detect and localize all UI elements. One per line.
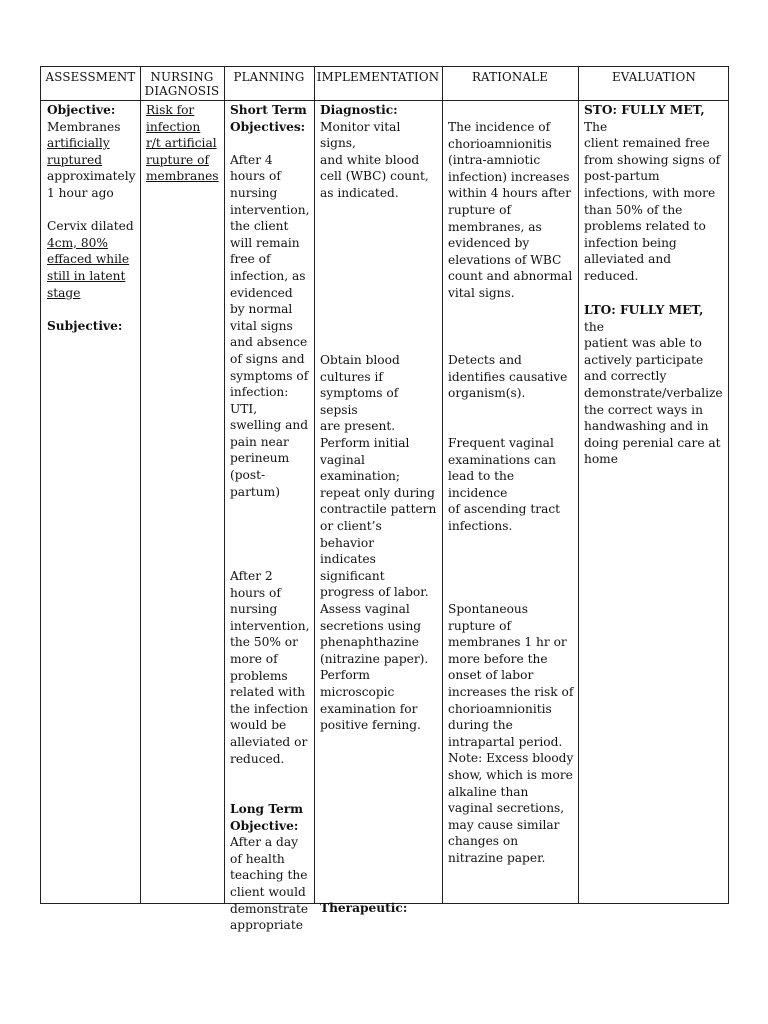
- text-line: membranes, as: [448, 219, 542, 234]
- text-line: infection) increases: [448, 169, 570, 184]
- therapeutic-label: Therapeutic:: [320, 901, 408, 915]
- text-line: nursing: [230, 602, 278, 617]
- rationale-item: [448, 119, 575, 302]
- text-line: will remain: [230, 235, 300, 250]
- text-line: the infection: [230, 701, 309, 716]
- sto-text: [230, 152, 311, 500]
- text-line: chorioamnionitis: [448, 701, 552, 716]
- header-rationale: RATIONALE: [471, 70, 549, 84]
- text-line: handwashing and in: [584, 419, 709, 434]
- assessment-line: Cervix dilated: [47, 219, 134, 234]
- evaluation-lto-first-line: [584, 302, 727, 335]
- text-line: microscopic: [320, 684, 395, 699]
- text-line: hours of: [230, 169, 281, 184]
- rationale-cell: [442, 100, 578, 903]
- assessment-line: artificially: [47, 136, 110, 151]
- implementation-item: [320, 601, 439, 734]
- text-line: and white blood: [320, 152, 420, 167]
- text-line: alleviated and: [584, 252, 672, 267]
- text-line: contractile pattern: [320, 502, 437, 517]
- diagnosis-line: Risk for: [146, 103, 195, 117]
- text-line: The incidence of: [448, 120, 551, 134]
- text-line: during the: [448, 718, 513, 733]
- text-line: progress of labor.: [320, 585, 429, 600]
- text-line: nitrazine paper.: [448, 850, 546, 865]
- text-line: indicates: [320, 552, 376, 567]
- text-line: the client: [230, 219, 289, 234]
- text-line: UTI,: [230, 401, 258, 416]
- text-line: Obtain blood: [320, 353, 400, 367]
- rationale-item: [448, 352, 575, 402]
- text-line: intervention,: [230, 202, 310, 217]
- planning-cell: [224, 100, 314, 933]
- evaluation-lto-text: [584, 335, 727, 468]
- text-line: (post-: [230, 468, 266, 483]
- text-line: Perform initial: [320, 436, 410, 450]
- text-line: evidenced: [230, 285, 293, 300]
- text-line: the 50% or: [230, 635, 298, 650]
- text-line: chorioamnionitis: [448, 136, 552, 151]
- text-line: vital signs: [230, 318, 293, 333]
- text-line: of signs and: [230, 351, 305, 366]
- text-line: rupture of: [448, 202, 511, 217]
- text-line: Spontaneous: [448, 602, 529, 616]
- spacer: [47, 202, 136, 219]
- diagnosis-line: membranes: [146, 169, 219, 184]
- rationale-item-2: [448, 352, 575, 402]
- text-line: lead to the incidence: [448, 469, 515, 500]
- text-line: or client’s behavior: [320, 518, 382, 550]
- planning-heading: Objectives:: [230, 119, 306, 134]
- evaluation-lto: [584, 302, 727, 468]
- text-line: pain near: [230, 434, 289, 449]
- header-planning: PLANNING: [233, 70, 305, 84]
- rationale-item: [448, 601, 575, 867]
- text-line: positive ferning.: [320, 718, 421, 733]
- text-line: perineum: [230, 451, 290, 466]
- rationale-item-1: [448, 119, 575, 302]
- assessment-cell: [41, 100, 140, 903]
- text-line: examinations can: [448, 452, 556, 467]
- subjective-label: Subjective:: [47, 318, 123, 333]
- diagnosis-line: infection: [146, 119, 201, 134]
- text-line: examination for: [320, 701, 418, 716]
- text-line: Perform: [320, 668, 370, 683]
- diagnostic-label: Diagnostic:: [320, 103, 398, 117]
- text-line: examination;: [320, 469, 401, 484]
- text-line: by normal: [230, 302, 293, 317]
- header-diagnosis-line: DIAGNOSIS: [144, 84, 220, 98]
- text-line: more before the: [448, 651, 548, 666]
- text-line: After a day: [230, 835, 299, 850]
- text-line: reduced.: [584, 268, 639, 283]
- text-line: increases the risk of: [448, 684, 574, 699]
- text-line: from showing signs of: [584, 152, 721, 167]
- assessment-line: Membranes: [47, 119, 121, 134]
- text-line: changes on: [448, 834, 519, 849]
- text-line: vaginal secretions,: [448, 801, 565, 816]
- evaluation-sto: [584, 102, 727, 285]
- diagnosis-cell: [140, 100, 224, 903]
- long-term-objective: [230, 801, 311, 934]
- text-line: elevations of WBC: [448, 252, 562, 267]
- text-line: After 2: [230, 569, 273, 583]
- rationale-item: [448, 435, 575, 535]
- implementation-cell: [314, 100, 442, 915]
- text-line: (nitrazine paper).: [320, 651, 429, 666]
- header-nursing-line: NURSING: [150, 70, 214, 84]
- header-implementation: IMPLEMENTATION: [316, 70, 440, 84]
- text-line: reduced.: [230, 751, 285, 766]
- spacer: [230, 135, 311, 152]
- text-line: infections, with more: [584, 185, 716, 200]
- sto-fully-met: STO: FULLY MET,: [584, 103, 705, 117]
- lto-first-word: the: [584, 319, 604, 334]
- text-line: show, which is more: [448, 767, 573, 782]
- text-line: than 50% of the: [584, 202, 683, 217]
- text-line: and correctly: [584, 369, 667, 384]
- text-line: cell (WBC) count,: [320, 169, 429, 184]
- header-assessment: ASSESSMENT: [45, 70, 136, 84]
- text-line: After 4: [230, 152, 273, 167]
- text-line: intrapartal period.: [448, 734, 563, 749]
- text-line: identifies causative: [448, 369, 568, 384]
- objective-label: Objective:: [47, 103, 116, 117]
- text-line: demonstrate: [230, 901, 309, 916]
- text-line: more of: [230, 651, 278, 666]
- evaluation-sto-first-line: [584, 102, 727, 135]
- text-line: significant: [320, 568, 385, 583]
- text-line: as indicated.: [320, 185, 399, 200]
- text-line: infection, as: [230, 268, 306, 283]
- implementation-therapeutic: [320, 900, 439, 917]
- planning-heading: Long Term: [230, 802, 304, 816]
- assessment-line: stage: [47, 285, 81, 300]
- text-line: onset of labor: [448, 668, 534, 683]
- text-line: actively participate: [584, 352, 704, 367]
- text-line: demonstrate/verbalize: [584, 385, 723, 400]
- text-line: vaginal: [320, 452, 365, 467]
- text-line: Monitor vital signs,: [320, 119, 401, 151]
- text-line: evidenced by: [448, 236, 530, 251]
- text-line: Note: Excess bloody: [448, 751, 574, 766]
- text-line: doing perenial care at: [584, 435, 721, 450]
- assessment-line: effaced while: [47, 252, 130, 267]
- header-evaluation: EVALUATION: [611, 70, 696, 84]
- assessment-line: ruptured: [47, 152, 103, 167]
- text-line: the correct ways in: [584, 402, 703, 417]
- text-line: Detects and: [448, 353, 522, 367]
- diagnosis-line: rupture of: [146, 152, 209, 167]
- text-line: symptoms of: [230, 368, 309, 383]
- planning-heading: Objective:: [230, 818, 299, 833]
- text-line: count and abnormal: [448, 269, 573, 284]
- short-term-objectives: [230, 102, 311, 500]
- text-line: client would: [230, 884, 306, 899]
- text-line: phenaphthazine: [320, 635, 420, 650]
- rationale-item-4: [448, 601, 575, 867]
- sto2-text: [230, 568, 311, 767]
- implementation-item: [320, 435, 439, 601]
- text-line: Assess vaginal: [320, 602, 410, 616]
- text-line: problems related to: [584, 219, 706, 234]
- assessment-line: 4cm, 80%: [47, 235, 108, 250]
- text-line: appropriate: [230, 918, 303, 933]
- text-line: hours of: [230, 585, 281, 600]
- text-line: infection being: [584, 235, 677, 250]
- nursing-care-plan-table: [40, 66, 729, 933]
- text-line: teaching the: [230, 868, 308, 883]
- sto-first-word: The: [584, 119, 608, 134]
- text-line: problems: [230, 668, 288, 683]
- text-line: symptoms of sepsis: [320, 386, 399, 417]
- text-line: patient was able to: [584, 336, 702, 351]
- text-line: within 4 hours after: [448, 186, 572, 201]
- text-line: may cause similar: [448, 817, 560, 832]
- text-line: home: [584, 452, 618, 467]
- text-line: would be: [230, 718, 287, 733]
- implementation-diagnostic: [320, 102, 439, 202]
- text-line: intervention,: [230, 618, 310, 633]
- diagnosis-line: r/t artificial: [146, 136, 217, 151]
- text-line: repeat only during: [320, 485, 435, 500]
- planning-heading: Short Term: [230, 103, 307, 117]
- text-line: of health: [230, 851, 285, 866]
- implementation-item-3: [320, 435, 439, 601]
- text-line: (intra-amniotic: [448, 153, 541, 168]
- text-line: client remained free: [584, 136, 710, 151]
- lto-fully-met: LTO: FULLY MET,: [584, 303, 704, 317]
- text-line: alkaline than: [448, 784, 529, 799]
- text-line: are present.: [320, 419, 396, 434]
- implementation-item-2: [320, 352, 439, 435]
- spacer: [47, 301, 136, 318]
- implementation-item: [320, 352, 439, 435]
- text-line: free of: [230, 252, 271, 267]
- assessment-line: still in latent: [47, 268, 126, 283]
- text-line: organism(s).: [448, 386, 526, 401]
- text-line: partum): [230, 484, 280, 499]
- text-line: cultures if: [320, 369, 383, 384]
- text-line: infections.: [448, 518, 513, 533]
- implementation-item-4: [320, 601, 439, 734]
- implementation-item: [320, 119, 439, 202]
- evaluation-cell: [578, 100, 730, 903]
- text-line: Frequent vaginal: [448, 436, 554, 450]
- assessment-line: approximately: [47, 169, 136, 184]
- text-line: vital signs.: [448, 285, 515, 300]
- lto-text: [230, 834, 311, 934]
- text-line: related with: [230, 685, 306, 700]
- text-line: rupture of: [448, 618, 511, 633]
- text-line: secretions using: [320, 618, 422, 633]
- evaluation-sto-text: [584, 135, 727, 284]
- text-line: nursing: [230, 185, 278, 200]
- text-line: of ascending tract: [448, 502, 561, 517]
- text-line: membranes 1 hr or: [448, 635, 567, 650]
- text-line: post-partum: [584, 169, 660, 184]
- header-nursing-diagnosis: [140, 67, 224, 100]
- text-line: swelling and: [230, 418, 309, 433]
- short-term-objective-2: [230, 568, 311, 767]
- text-line: and absence: [230, 335, 308, 350]
- assessment-line: 1 hour ago: [47, 185, 114, 200]
- text-line: alleviated or: [230, 734, 308, 749]
- rationale-item-3: [448, 435, 575, 535]
- text-line: infection:: [230, 385, 289, 400]
